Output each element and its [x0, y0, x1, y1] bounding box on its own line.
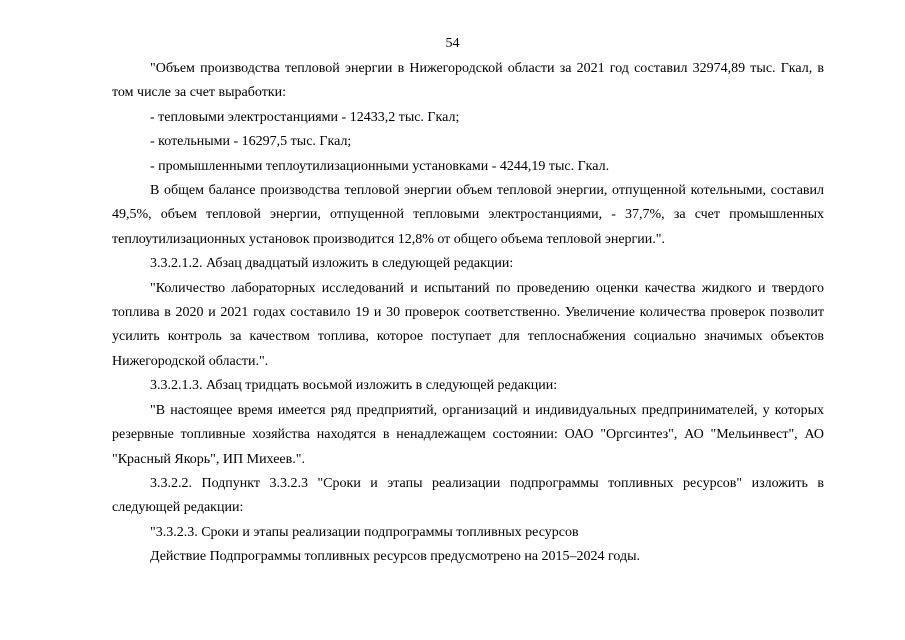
document-body — [112, 57, 824, 570]
list-item: - котельными - 16297,5 тыс. Гкал; — [150, 134, 352, 150]
list-item: - промышленными теплоутилизационными установками - 4244,19 тыс. Гкал. — [150, 158, 610, 174]
paragraph: В общем балансе производства тепловой энергии объем тепловой энергии, отпущенной котельными, составил 49,5%, объем тепловой энергии, отпущенной тепловыми электростанциями, - 37,7%, за счет промышленных теплоутилизационных установок производится 12,8% от общего объема тепловой энергии.". — [112, 183, 824, 247]
paragraph: Действие Подпрограммы топливных ресурсов предусмотрено на 2015–2024 годы. — [150, 549, 641, 565]
paragraph: 3.3.2.2. Подпункт 3.3.2.3 "Сроки и этапы реализации подпрограммы топливных ресурсов" изложить в следующей редакции: — [112, 475, 824, 516]
paragraph: "3.3.2.3. Сроки и этапы реализации подпрограммы топливных ресурсов — [150, 524, 579, 540]
paragraph: 3.3.2.1.2. Абзац двадцатый изложить в следующей редакции: — [150, 256, 514, 272]
paragraph: "Количество лабораторных исследований и испытаний по проведению оценки качества жидкого и твердого топлива в 2020 и 2021 годах составило 19 и 30 проверок соответственно. Увеличение количества проверок позволит усилить контроль за качеством топлива, которое поступает для теплоснабжения социально значимых объектов Нижегородской области.". — [112, 280, 824, 369]
paragraph: "В настоящее время имеется ряд предприятий, организаций и индивидуальных предпринимателей, у которых резервные топливные хозяйства находятся в ненадлежащем состоянии: ОАО "Оргсинтез", АО "Мельинвест", АО "Красный Якорь", ИП Михеев.". — [112, 402, 824, 467]
list-item: - тепловыми электростанциями - 12433,2 тыс. Гкал; — [150, 109, 460, 125]
page-number: 54 — [445, 36, 460, 51]
paragraph: 3.3.2.1.3. Абзац тридцать восьмой изложить в следующей редакции: — [150, 378, 558, 394]
paragraph: "Объем производства тепловой энергии в Нижегородской области за 2021 год составил 32974,89 тыс. Гкал, в том числе за счет выработки: — [112, 61, 824, 101]
